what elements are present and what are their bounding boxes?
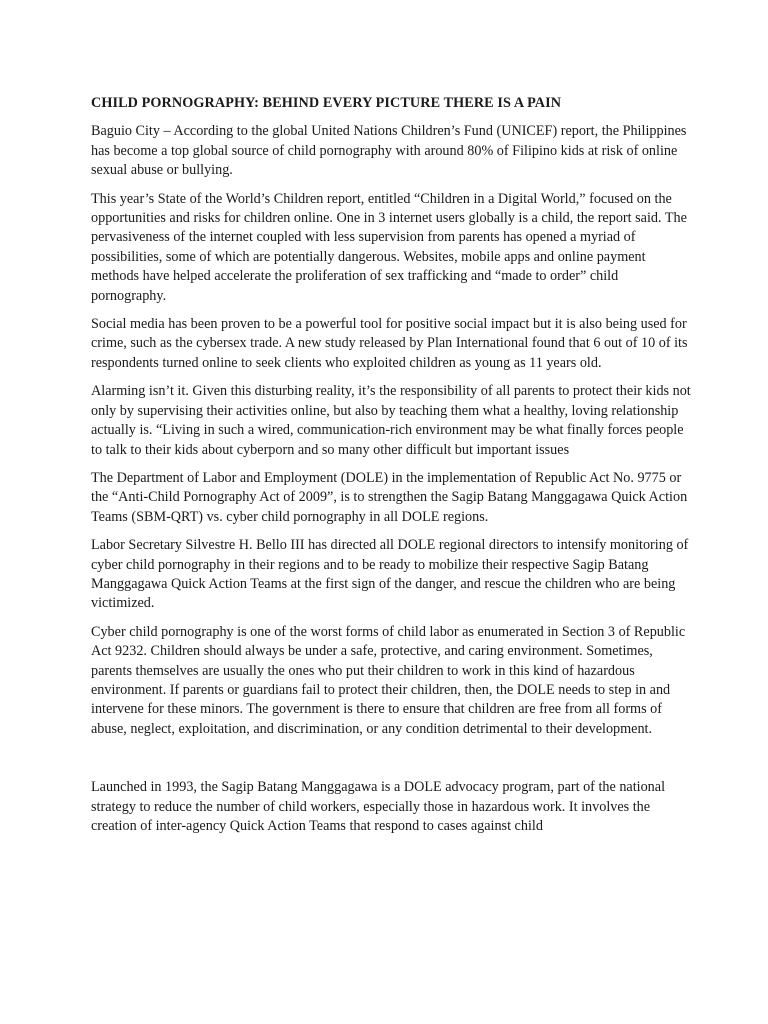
paragraph-spacer [91, 748, 691, 778]
paragraph-intro: Baguio City – According to the global United Nations Children’s Fund (UNICEF) report, the Philippines has become a top global source of child pornography with around 80% of Filipino kids at risk of online sexual abuse or bullying. [91, 123, 687, 179]
document-title: CHILD PORNOGRAPHY: BEHIND EVERY PICTURE THERE IS A PAIN [91, 95, 562, 111]
paragraph-dole-implementation: The Department of Labor and Employment (DOLE) in the implementation of Republic Act No. 9775 or the “Anti-Child Pornography Act of 2009”, is to strengthen the Sagip Batang Manggagawa Quick Action Teams (SBM-QRT) vs. cyber child pornography in all DOLE regions. [91, 469, 688, 525]
paragraph-social-media: Social media has been proven to be a powerful tool for positive social impact but it is also being used for crime, such as the cybersex trade. A new study released by Plan International found that 6 out of 10 of its respondents turned online to seek clients who exploited children as young as 11 years old. [91, 316, 688, 371]
paragraph-state-of-children: This year’s State of the World’s Children report, entitled “Children in a Digital World,” focused on the opportunities and risks for children online. One in 3 internet users globally is a child, the report said. The pervasiveness of the internet coupled with less supervision from parents has opened a myriad of possibilities, some of which are potentially dangerous. Websites, mobile apps and online payment methods have helped accelerate the proliferation of sex trafficking and “made to order” child pornography. [91, 190, 687, 304]
paragraph-labor-secretary: Labor Secretary Silvestre H. Bello III has directed all DOLE regional directors to intensify monitoring of cyber child pornography in their regions and to be ready to mobilize their respective Sagip Batang Manggagawa Quick Action Teams at the first sign of the danger, and rescue the children who are being victimized. [91, 537, 689, 612]
paragraph-worst-forms: Cyber child pornography is one of the worst forms of child labor as enumerated in Section 3 of Republic Act 9232. Children should always be under a safe, protective, and caring environment. Sometimes, parents themselves are usually the ones who put their children to work in this kind of hazardous environment. If parents or guardians fail to protect their children, then, the DOLE needs to step in and intervene for these minors. The government is there to ensure that children are free from all forms of abuse, neglect, exploitation, and discrimination, or any condition detrimental to their development. [91, 623, 686, 737]
paragraph-sbm-program: Launched in 1993, the Sagip Batang Manggagawa is a DOLE advocacy program, part of the national strategy to reduce the number of child workers, especially those in hazardous work. It involves the creation of inter-agency Quick Action Teams that respond to cases against child [91, 779, 666, 834]
paragraph-parents-responsibility: Alarming isn’t it. Given this disturbing reality, it’s the responsibility of all parents to protect their kids not only by supervising their activities online, but also by teaching them what a healthy, loving relationship actually is. “Living in such a wired, communication-rich environment may be what finally forces people to talk to their kids about cyberporn and so many other difficult but important issues [91, 383, 691, 458]
document-body [91, 94, 691, 845]
